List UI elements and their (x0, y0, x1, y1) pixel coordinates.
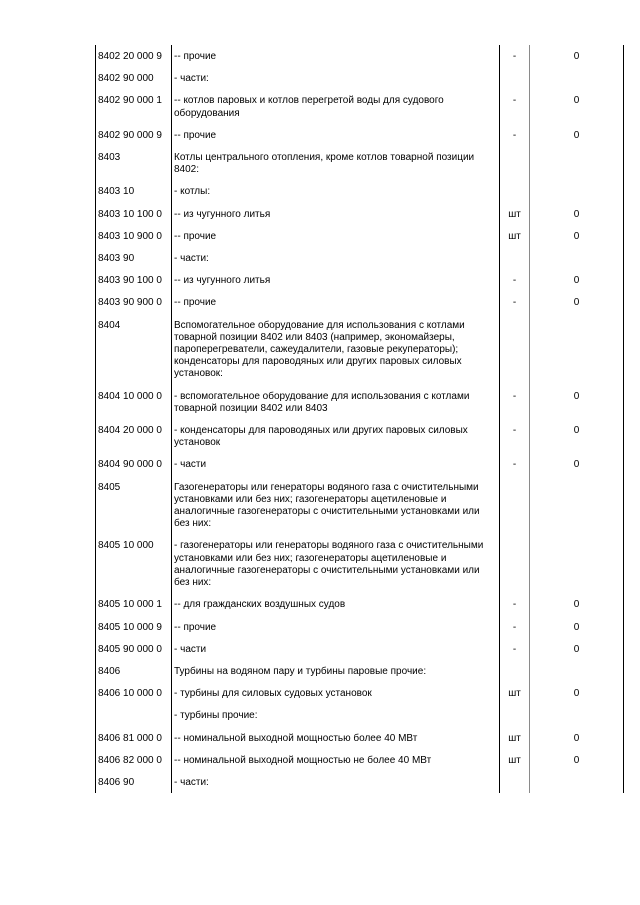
duty-cell (530, 180, 624, 202)
duty-cell: 0 (530, 419, 624, 453)
table-row (96, 385, 624, 419)
description-cell: - котлы: (174, 186, 211, 198)
table-row (96, 704, 624, 726)
unit-cell: - (500, 45, 530, 67)
table-row (96, 180, 624, 202)
table-row (96, 225, 624, 247)
unit-cell: - (500, 638, 530, 660)
duty-cell: 0 (530, 453, 624, 475)
description-cell: Котлы центрального отопления, кроме котлов товарной позиции 8402: (174, 152, 475, 176)
table-row (96, 682, 624, 704)
description-cell: - части: (174, 73, 209, 85)
unit-cell (500, 660, 530, 682)
unit-cell: - (500, 269, 530, 291)
unit-cell: шт (500, 682, 530, 704)
unit-cell (500, 534, 530, 593)
table-row (96, 45, 624, 67)
unit-cell: - (500, 89, 530, 123)
duty-cell (530, 771, 624, 793)
description-cell: - турбины для силовых судовых установок (174, 688, 372, 700)
code-cell: 8404 10 000 0 (96, 385, 172, 419)
unit-cell: шт (500, 225, 530, 247)
duty-cell: 0 (530, 749, 624, 771)
duty-cell (530, 660, 624, 682)
code-cell: 8404 90 000 0 (96, 453, 172, 475)
duty-cell: 0 (530, 682, 624, 704)
duty-cell: 0 (530, 616, 624, 638)
duty-cell: 0 (530, 124, 624, 146)
unit-cell (500, 771, 530, 793)
duty-cell: 0 (530, 593, 624, 615)
code-cell: 8403 90 100 0 (96, 269, 172, 291)
unit-cell: - (500, 616, 530, 638)
duty-cell: 0 (530, 203, 624, 225)
unit-cell (500, 314, 530, 385)
code-cell: 8403 10 100 0 (96, 203, 172, 225)
duty-cell (530, 247, 624, 269)
code-cell: 8405 10 000 (96, 534, 172, 593)
code-cell: 8406 (96, 660, 172, 682)
code-cell: 8405 10 000 9 (96, 616, 172, 638)
table-row (96, 638, 624, 660)
description-cell: -- прочие (174, 621, 217, 633)
code-cell: 8403 (96, 146, 172, 180)
code-cell: 8406 90 (96, 771, 172, 793)
table-row (96, 616, 624, 638)
table-row (96, 314, 624, 385)
duty-cell (530, 67, 624, 89)
unit-cell: - (500, 419, 530, 453)
unit-cell (500, 67, 530, 89)
table-row (96, 124, 624, 146)
duty-cell: 0 (530, 269, 624, 291)
table-row (96, 67, 624, 89)
unit-cell: шт (500, 749, 530, 771)
description-cell: -- прочие (174, 230, 217, 242)
code-cell: 8402 90 000 9 (96, 124, 172, 146)
table-row (96, 419, 624, 453)
unit-cell: - (500, 593, 530, 615)
description-cell: -- прочие (174, 129, 217, 141)
duty-cell: 0 (530, 727, 624, 749)
unit-cell (500, 476, 530, 535)
table-row (96, 291, 624, 313)
duty-cell: 0 (530, 225, 624, 247)
description-cell: Газогенераторы или генераторы водяного газа с очистительными установками или без них; газогенераторы ацетиленовые и аналогичные газогенераторы с очистительными установками или без них: (174, 481, 480, 530)
duty-cell (530, 534, 624, 593)
code-cell: 8402 90 000 1 (96, 89, 172, 123)
code-cell: 8402 20 000 9 (96, 45, 172, 67)
code-cell: 8405 10 000 1 (96, 593, 172, 615)
duty-cell (530, 314, 624, 385)
unit-cell (500, 247, 530, 269)
code-cell: 8406 10 000 0 (96, 682, 172, 704)
code-cell: 8405 (96, 476, 172, 535)
description-cell: -- для гражданских воздушных судов (174, 599, 346, 611)
table-row (96, 453, 624, 475)
description-cell: - вспомогательное оборудование для использования с котлами товарной позиции 8402 или 8403 (174, 390, 470, 414)
description-cell: Вспомогательное оборудование для использования с котлами товарной позиции 8402 или 8403 (например, экономайзеры, пароперегреватели, сажеудалители, газовые рекуператоры); конденсаторы для пароводяных или других паровых силовых установок: (174, 319, 465, 380)
unit-cell: - (500, 385, 530, 419)
code-cell: 8404 20 000 0 (96, 419, 172, 453)
unit-cell: шт (500, 203, 530, 225)
description-cell: -- номинальной выходной мощностью не более 40 МВт (174, 754, 432, 766)
description-cell: Турбины на водяном пару и турбины паровые прочие: (174, 665, 427, 677)
code-cell: 8403 10 (96, 180, 172, 202)
duty-cell (530, 146, 624, 180)
code-cell: 8404 (96, 314, 172, 385)
table-row (96, 89, 624, 123)
duty-cell: 0 (530, 45, 624, 67)
table-row (96, 771, 624, 793)
description-cell: -- котлов паровых и котлов перегретой воды для судового оборудования (174, 95, 444, 119)
code-cell: 8403 10 900 0 (96, 225, 172, 247)
description-cell: -- из чугунного литья (174, 275, 271, 287)
table-row (96, 247, 624, 269)
code-cell: 8402 90 000 (96, 67, 172, 89)
description-cell: - части (174, 643, 207, 655)
description-cell: - газогенераторы или генераторы водяного газа с очистительными установками или без них; газогенераторы ацетиленовые и аналогичные газогенераторы с очистительными установками или без них: (174, 540, 484, 589)
description-cell: -- прочие (174, 51, 217, 62)
duty-cell: 0 (530, 385, 624, 419)
unit-cell (500, 146, 530, 180)
table-row (96, 749, 624, 771)
tariff-table-body (96, 45, 624, 793)
code-cell: 8403 90 900 0 (96, 291, 172, 313)
duty-cell: 0 (530, 638, 624, 660)
unit-cell: - (500, 124, 530, 146)
table-row (96, 534, 624, 593)
tariff-table (95, 45, 624, 793)
document-page (95, 45, 623, 793)
description-cell: - турбины прочие: (174, 710, 258, 722)
code-cell: 8406 82 000 0 (96, 749, 172, 771)
table-row (96, 593, 624, 615)
unit-cell: - (500, 453, 530, 475)
duty-cell: 0 (530, 291, 624, 313)
table-row (96, 727, 624, 749)
unit-cell: шт (500, 727, 530, 749)
code-cell: 8405 90 000 0 (96, 638, 172, 660)
description-cell: - части: (174, 776, 209, 788)
table-row (96, 476, 624, 535)
description-cell: - части: (174, 253, 209, 265)
description-cell: -- из чугунного литья (174, 208, 271, 220)
duty-cell (530, 704, 624, 726)
table-row (96, 269, 624, 291)
description-cell: -- прочие (174, 297, 217, 309)
code-cell: 8403 90 (96, 247, 172, 269)
unit-cell: - (500, 291, 530, 313)
table-row (96, 146, 624, 180)
code-cell: 8406 81 000 0 (96, 727, 172, 749)
code-cell (96, 704, 172, 726)
duty-cell: 0 (530, 89, 624, 123)
description-cell: - конденсаторы для пароводяных или других паровых силовых установок (174, 425, 468, 449)
description-cell: - части (174, 459, 207, 471)
table-row (96, 203, 624, 225)
unit-cell (500, 704, 530, 726)
unit-cell (500, 180, 530, 202)
table-row (96, 660, 624, 682)
description-cell: -- номинальной выходной мощностью более 40 МВт (174, 732, 418, 744)
duty-cell (530, 476, 624, 535)
